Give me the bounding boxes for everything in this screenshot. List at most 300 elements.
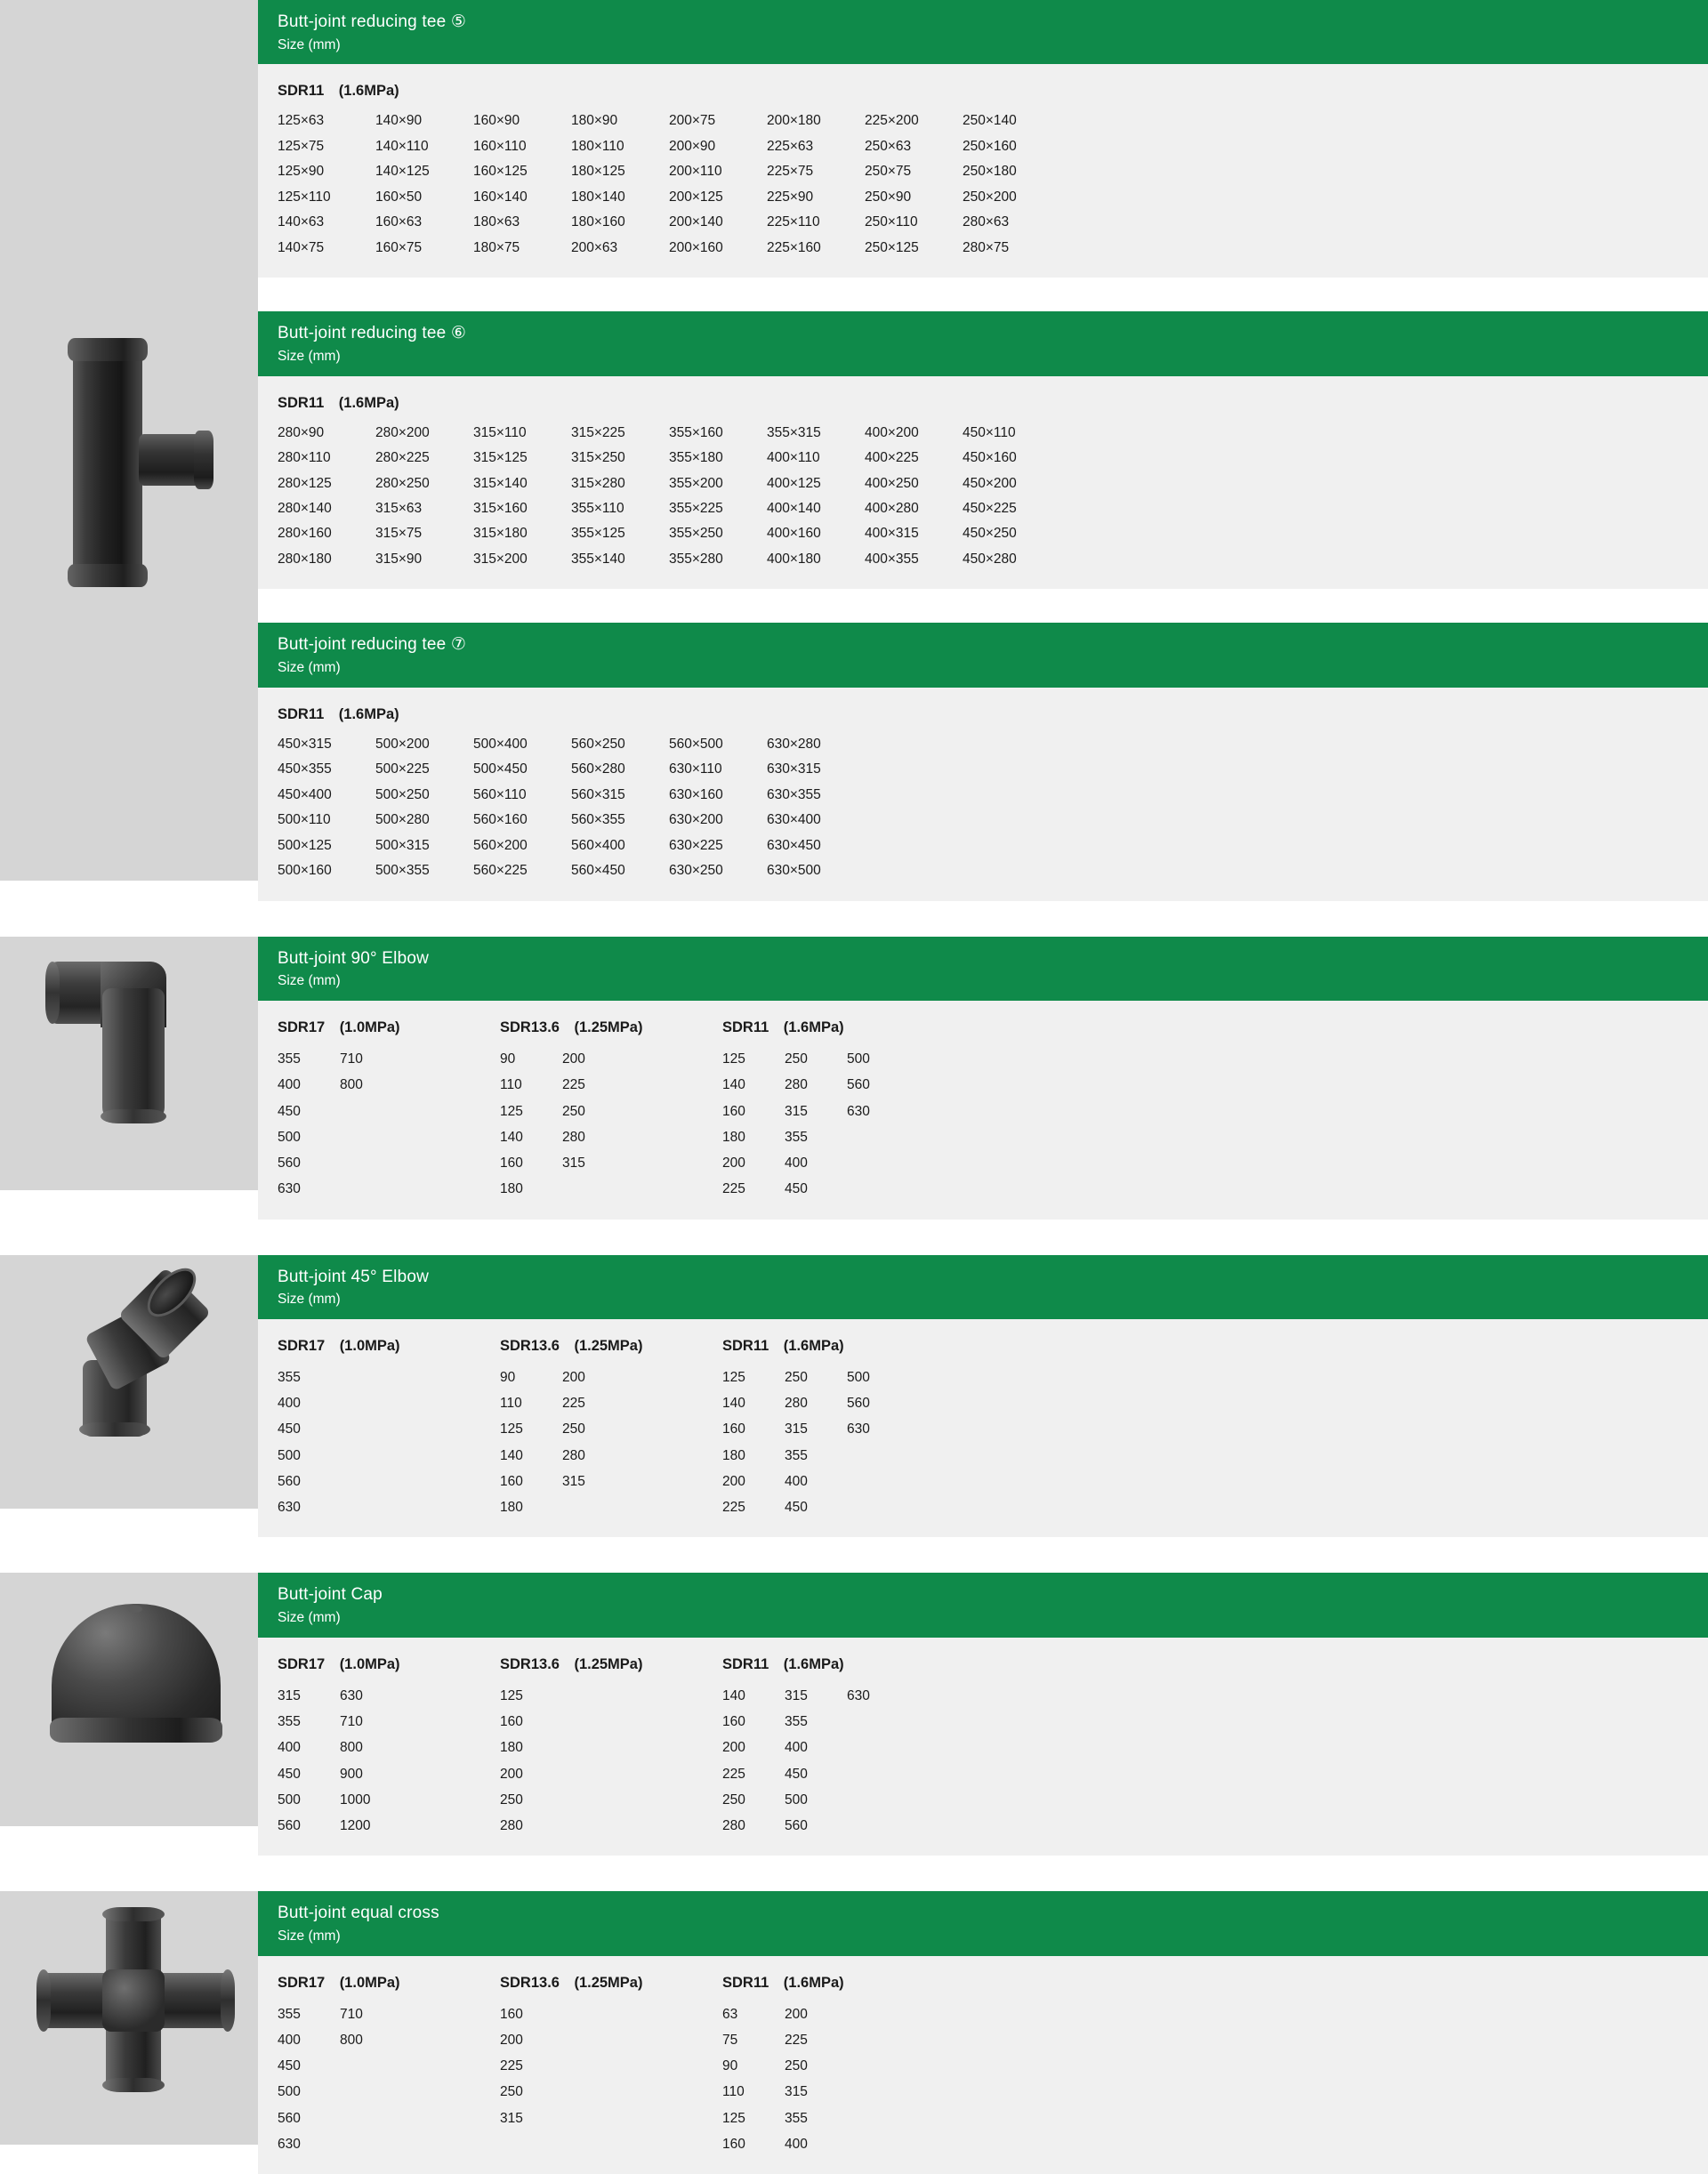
sdr-values (278, 1367, 500, 1518)
size-cell: 450 (785, 1500, 808, 1516)
size-cell: 355×315 (767, 424, 821, 440)
size-cell: 200×75 (669, 113, 716, 129)
sdr-values (278, 2004, 500, 2155)
size-cell: 140×110 (375, 138, 429, 154)
size-cell: 125 (500, 1421, 523, 1437)
tee-run-body (73, 338, 142, 587)
size-cell (562, 2081, 624, 2102)
sdr-group (278, 1015, 500, 1200)
size-cell: 500×355 (375, 863, 430, 879)
size-cell: 280×200 (375, 424, 430, 440)
size-cell (847, 2108, 909, 2129)
size-cell: 225×63 (767, 138, 814, 154)
size-cell: 560 (278, 1818, 301, 1834)
size-cell: 400 (278, 1396, 301, 1412)
size-cell: 630×280 (767, 736, 821, 752)
size-cell: 400×355 (865, 551, 919, 567)
size-cell (562, 1179, 624, 1199)
spec-row (278, 78, 1688, 100)
size-cell (847, 1153, 909, 1173)
sdr-values (722, 1367, 989, 1518)
size-cell (847, 1737, 909, 1758)
size-cell: 125×63 (278, 113, 325, 129)
card-title: Butt-joint equal cross (278, 1904, 439, 1923)
sdr-group (278, 1970, 500, 2155)
card-header (258, 311, 1708, 375)
size-cell: 250 (500, 1792, 523, 1808)
size-cell (562, 1497, 624, 1518)
size-grid (278, 423, 1688, 570)
size-cell (562, 1686, 624, 1706)
card-title: Butt-joint reducing tee ⑥ (278, 324, 467, 343)
size-cell: 280×75 (963, 239, 1010, 255)
card-gap (258, 278, 1708, 311)
size-cell (865, 760, 963, 779)
size-cell: 560×315 (571, 786, 625, 802)
size-cell: 560×450 (571, 863, 625, 879)
size-cell: 630 (278, 1181, 301, 1197)
butt-joint-45-elbow-photo (0, 1255, 258, 1509)
size-cell (847, 2030, 909, 2050)
card-equal-cross (258, 1891, 1708, 2174)
size-cell: 500×315 (375, 837, 430, 853)
sdr-values (722, 1686, 989, 1837)
size-cell: 140 (722, 1687, 745, 1703)
size-cell: 200 (722, 1740, 745, 1756)
elbow-45-illustration (49, 1275, 227, 1444)
card-reducing-tee-7 (258, 623, 1708, 900)
size-cell: 630×355 (767, 786, 821, 802)
size-cell: 400 (785, 1155, 808, 1171)
size-cell: 75 (722, 2032, 738, 2048)
size-cell: 225 (562, 1077, 585, 1093)
size-cell: 560×355 (571, 812, 625, 828)
card-title: Butt-joint 45° Elbow (278, 1267, 430, 1286)
size-cell: 315×90 (375, 551, 423, 567)
size-cell (340, 1471, 402, 1492)
size-cell (562, 1737, 624, 1758)
size-cell: 315×280 (571, 475, 625, 491)
sdr-label: SDR11 (1.6MPa) (722, 1655, 844, 1672)
sdr-label: SDR17 (1.0MPa) (278, 1974, 400, 1991)
size-cell: 315×200 (473, 551, 528, 567)
size-cell: 630×200 (669, 812, 723, 828)
size-cell: 450 (278, 1421, 301, 1437)
sdr-group (500, 1652, 722, 1837)
card-title: Butt-joint reducing tee ⑤ (278, 12, 467, 31)
size-cell (562, 1816, 624, 1836)
size-cell: 630 (278, 1500, 301, 1516)
elbow-90-illustration (49, 962, 218, 1126)
size-cell: 355×125 (571, 526, 625, 542)
cap-illustration (52, 1604, 221, 1751)
size-cell: 125 (500, 1103, 523, 1119)
size-cell: 180×90 (571, 113, 618, 129)
size-cell: 560×200 (473, 837, 528, 853)
size-cell: 500×250 (375, 786, 430, 802)
size-cell (340, 2108, 402, 2129)
card-body (258, 1001, 1708, 1220)
size-cell: 450 (278, 1103, 301, 1119)
size-cell: 630 (278, 2136, 301, 2152)
size-cell: 160 (722, 2136, 745, 2152)
equal-cross-illustration (40, 1911, 231, 2089)
card-subtitle: Size (mm) (278, 36, 341, 52)
size-cell: 400×110 (767, 450, 820, 466)
spec-row (278, 391, 1688, 412)
size-cell (865, 735, 963, 754)
size-cell (963, 861, 1060, 881)
size-cell: 355×180 (669, 450, 723, 466)
size-cell: 225 (785, 2032, 808, 2048)
cap-tables (258, 1573, 1708, 1856)
sdr-groups (278, 1652, 1688, 1837)
size-cell: 355 (278, 1714, 301, 1730)
sdr-label: SDR11 (1.6MPa) (722, 1337, 844, 1354)
size-cell: 500 (847, 1369, 870, 1385)
size-cell: 280×90 (278, 424, 325, 440)
size-cell: 110 (500, 1077, 522, 1093)
size-cell: 125 (722, 2110, 745, 2126)
size-cell: 160×75 (375, 239, 423, 255)
size-cell: 315 (785, 2084, 808, 2100)
size-cell (847, 1764, 909, 1784)
size-cell (963, 836, 1060, 856)
size-cell (865, 836, 963, 856)
size-cell: 500×225 (375, 761, 430, 777)
size-cell: 250×125 (865, 239, 919, 255)
size-cell: 450×225 (963, 501, 1017, 516)
sdr-groups (278, 1970, 1688, 2155)
size-cell: 225 (722, 1766, 745, 1782)
size-cell (847, 1497, 909, 1518)
elbow-45-tables (258, 1255, 1708, 1538)
size-cell: 355 (785, 1447, 808, 1463)
size-cell (847, 2056, 909, 2076)
size-cell: 1000 (340, 1792, 371, 1808)
size-cell: 180×125 (571, 164, 625, 180)
size-cell: 450×355 (278, 761, 332, 777)
size-cell: 450 (278, 1766, 301, 1782)
size-cell (847, 1816, 909, 1836)
size-cell: 800 (340, 2032, 363, 2048)
size-cell: 280×110 (278, 450, 331, 466)
size-cell: 160 (722, 1103, 745, 1119)
size-cell: 200 (562, 1051, 585, 1067)
size-cell: 450×315 (278, 736, 332, 752)
size-cell: 160 (500, 2006, 523, 2022)
tee-branch-end (194, 431, 214, 489)
size-cell: 90 (500, 1051, 516, 1067)
section-gap (0, 1856, 1708, 1891)
size-cell (340, 2081, 402, 2102)
size-grid (278, 735, 1688, 882)
size-cell: 180×63 (473, 214, 520, 230)
size-cell: 125×75 (278, 138, 325, 154)
size-cell: 400×225 (865, 450, 919, 466)
cap-rim (50, 1718, 222, 1743)
card-45-elbow (258, 1255, 1708, 1538)
cross-center-hub (102, 1969, 165, 2032)
size-cell: 280×63 (963, 214, 1010, 230)
sdr-values (500, 1686, 722, 1837)
size-cell: 710 (340, 1714, 363, 1730)
cross-end-bottom (102, 2078, 165, 2092)
size-cell: 140×75 (278, 239, 325, 255)
size-cell: 180 (500, 1500, 523, 1516)
size-cell (847, 2134, 909, 2154)
butt-joint-cap-photo (0, 1573, 258, 1826)
card-header (258, 623, 1708, 687)
card-body (258, 376, 1708, 590)
size-cell: 355×160 (669, 424, 723, 440)
size-cell: 400×180 (767, 551, 821, 567)
sdr-group (278, 1652, 500, 1837)
size-cell: 180 (722, 1129, 745, 1145)
size-cell: 125×110 (278, 189, 331, 205)
sdr-group (278, 1333, 500, 1518)
section-gap (0, 1220, 1708, 1255)
size-cell: 355 (278, 1051, 301, 1067)
size-cell: 560×250 (571, 736, 625, 752)
size-cell: 280 (785, 1077, 808, 1093)
size-cell: 180 (722, 1447, 745, 1463)
size-cell: 630 (847, 1103, 870, 1119)
size-cell: 355 (278, 2006, 301, 2022)
sdr-group (722, 1652, 989, 1837)
size-cell: 315×125 (473, 450, 528, 466)
size-cell: 315 (785, 1687, 808, 1703)
size-cell (562, 2004, 624, 2025)
spec-row (278, 702, 1688, 723)
size-cell: 250 (562, 1103, 585, 1119)
sdr-group (500, 1015, 722, 1200)
size-cell: 630×110 (669, 761, 722, 777)
size-cell: 560×225 (473, 863, 528, 879)
size-cell: 500×160 (278, 863, 332, 879)
spec-label: SDR11 (1.6MPa) (278, 705, 399, 722)
size-cell: 500×280 (375, 812, 430, 828)
card-header (258, 1891, 1708, 1955)
size-cell: 125 (500, 1687, 523, 1703)
size-cell: 200×63 (571, 239, 618, 255)
size-cell: 160×50 (375, 189, 423, 205)
size-cell: 250×200 (963, 189, 1017, 205)
sdr-values (722, 1049, 989, 1200)
spec-label: SDR11 (1.6MPa) (278, 83, 399, 100)
elbow-bottom-collar (79, 1422, 150, 1437)
size-cell (963, 760, 1060, 779)
card-gap (258, 589, 1708, 623)
card-body (258, 1956, 1708, 2174)
size-cell: 315×225 (571, 424, 625, 440)
size-cell (340, 1445, 402, 1466)
section-reducing-tee (0, 0, 1708, 901)
size-cell: 200×180 (767, 113, 821, 129)
size-cell (340, 2134, 402, 2154)
size-cell (562, 2030, 624, 2050)
size-cell (340, 1367, 402, 1388)
size-cell: 355×225 (669, 501, 723, 516)
size-cell: 450 (278, 2058, 301, 2074)
size-cell: 140 (500, 1129, 523, 1145)
size-cell: 710 (340, 2006, 363, 2022)
sdr-label: SDR17 (1.0MPa) (278, 1337, 400, 1354)
size-cell: 225 (722, 1500, 745, 1516)
size-cell (340, 1153, 402, 1173)
size-cell: 450 (785, 1181, 808, 1197)
size-cell: 200 (500, 2032, 523, 2048)
card-header (258, 0, 1708, 64)
size-cell: 400×280 (865, 501, 919, 516)
size-cell: 400 (785, 2136, 808, 2152)
size-cell: 400 (278, 1740, 301, 1756)
size-cell: 500×400 (473, 736, 528, 752)
size-cell: 400×315 (865, 526, 919, 542)
size-cell: 400 (785, 1473, 808, 1489)
size-cell: 560 (785, 1818, 808, 1834)
size-cell: 450×110 (963, 424, 1016, 440)
size-cell: 110 (722, 2084, 745, 2100)
sdr-values (278, 1686, 500, 1837)
size-cell (562, 1711, 624, 1732)
card-body (258, 1638, 1708, 1856)
card-subtitle: Size (mm) (278, 1292, 341, 1308)
size-cell: 250 (722, 1792, 745, 1808)
size-cell: 280×140 (278, 501, 332, 516)
size-cell: 630 (847, 1687, 870, 1703)
sdr-values (500, 2004, 722, 2134)
size-cell: 400×125 (767, 475, 821, 491)
size-cell: 140×125 (375, 164, 430, 180)
size-cell: 200 (500, 1766, 523, 1782)
elbow-end-collar-left (45, 962, 60, 1024)
elbow-90-tables (258, 937, 1708, 1220)
size-cell (562, 1790, 624, 1810)
size-cell: 1200 (340, 1818, 371, 1834)
size-cell: 355×280 (669, 551, 723, 567)
size-cell: 315×75 (375, 526, 423, 542)
size-cell: 450×250 (963, 526, 1017, 542)
sdr-label: SDR11 (1.6MPa) (722, 1974, 844, 1991)
size-cell: 225×90 (767, 189, 814, 205)
size-cell: 315 (785, 1421, 808, 1437)
sdr-group (500, 1970, 722, 2155)
size-cell: 315×140 (473, 475, 528, 491)
tee-top-collar (68, 338, 148, 361)
size-cell: 560 (278, 2110, 301, 2126)
card-header (258, 937, 1708, 1001)
size-cell: 630 (340, 1687, 363, 1703)
size-cell: 280×180 (278, 551, 332, 567)
size-cell: 225×110 (767, 214, 820, 230)
size-cell: 200 (785, 2006, 808, 2022)
card-90-elbow (258, 937, 1708, 1220)
size-cell: 800 (340, 1740, 363, 1756)
sdr-label: SDR13.6 (1.25MPa) (500, 1974, 643, 1991)
size-cell: 250×110 (865, 214, 918, 230)
size-cell: 450×200 (963, 475, 1017, 491)
size-cell: 280×225 (375, 450, 430, 466)
card-body (258, 64, 1708, 278)
size-cell: 500 (278, 1447, 301, 1463)
size-cell (562, 1764, 624, 1784)
size-cell (340, 1179, 402, 1199)
size-cell: 500×110 (278, 812, 331, 828)
section-cap (0, 1573, 1708, 1856)
size-cell: 315 (562, 1155, 585, 1171)
size-cell: 225×200 (865, 113, 919, 129)
size-cell: 250 (785, 1051, 808, 1067)
size-cell: 200×160 (669, 239, 723, 255)
size-cell: 280×160 (278, 526, 332, 542)
size-cell: 280 (562, 1129, 585, 1145)
size-grid (278, 111, 1688, 258)
size-cell: 315×63 (375, 501, 423, 516)
card-subtitle: Size (mm) (278, 660, 341, 676)
size-cell: 125×90 (278, 164, 325, 180)
cross-end-right (221, 1969, 235, 2032)
card-body (258, 688, 1708, 901)
size-cell: 400×140 (767, 501, 821, 516)
size-cell: 180×140 (571, 189, 625, 205)
size-cell (847, 1790, 909, 1810)
size-cell: 160 (722, 1421, 745, 1437)
size-cell: 560×400 (571, 837, 625, 853)
size-cell: 500×125 (278, 837, 332, 853)
size-cell: 315×180 (473, 526, 528, 542)
sdr-groups (278, 1015, 1688, 1200)
size-cell: 200×140 (669, 214, 723, 230)
size-cell: 900 (340, 1766, 363, 1782)
size-cell: 160 (500, 1473, 523, 1489)
size-cell: 500 (278, 1129, 301, 1145)
size-cell: 710 (340, 1051, 363, 1067)
size-cell (340, 2056, 402, 2076)
size-cell: 225 (562, 1396, 585, 1412)
sdr-label: SDR13.6 (1.25MPa) (500, 1337, 643, 1354)
size-cell: 250×160 (963, 138, 1017, 154)
section-90-elbow (0, 937, 1708, 1220)
size-cell: 500×450 (473, 761, 528, 777)
spec-label: SDR11 (1.6MPa) (278, 394, 399, 411)
size-cell: 450×280 (963, 551, 1017, 567)
size-cell: 200 (722, 1155, 745, 1171)
size-cell: 200×110 (669, 164, 722, 180)
size-cell (847, 1711, 909, 1732)
size-cell: 250 (785, 1369, 808, 1385)
size-cell: 140 (722, 1077, 745, 1093)
size-cell: 200×90 (669, 138, 716, 154)
size-cell: 630 (847, 1421, 870, 1437)
size-cell: 630×500 (767, 863, 821, 879)
sdr-group (722, 1015, 989, 1200)
sdr-groups (278, 1333, 1688, 1518)
sdr-values (278, 1049, 500, 1200)
size-cell (562, 2108, 624, 2129)
size-cell: 315 (500, 2110, 523, 2126)
size-cell: 280 (722, 1818, 745, 1834)
size-cell: 250 (500, 2084, 523, 2100)
sdr-label: SDR13.6 (1.25MPa) (500, 1019, 643, 1035)
size-cell: 90 (722, 2058, 738, 2074)
card-title: Butt-joint 90° Elbow (278, 948, 430, 968)
size-cell: 560×110 (473, 786, 527, 802)
size-cell: 225×160 (767, 239, 821, 255)
size-cell: 560 (847, 1077, 870, 1093)
size-cell: 250×90 (865, 189, 912, 205)
size-cell: 560 (278, 1155, 301, 1171)
